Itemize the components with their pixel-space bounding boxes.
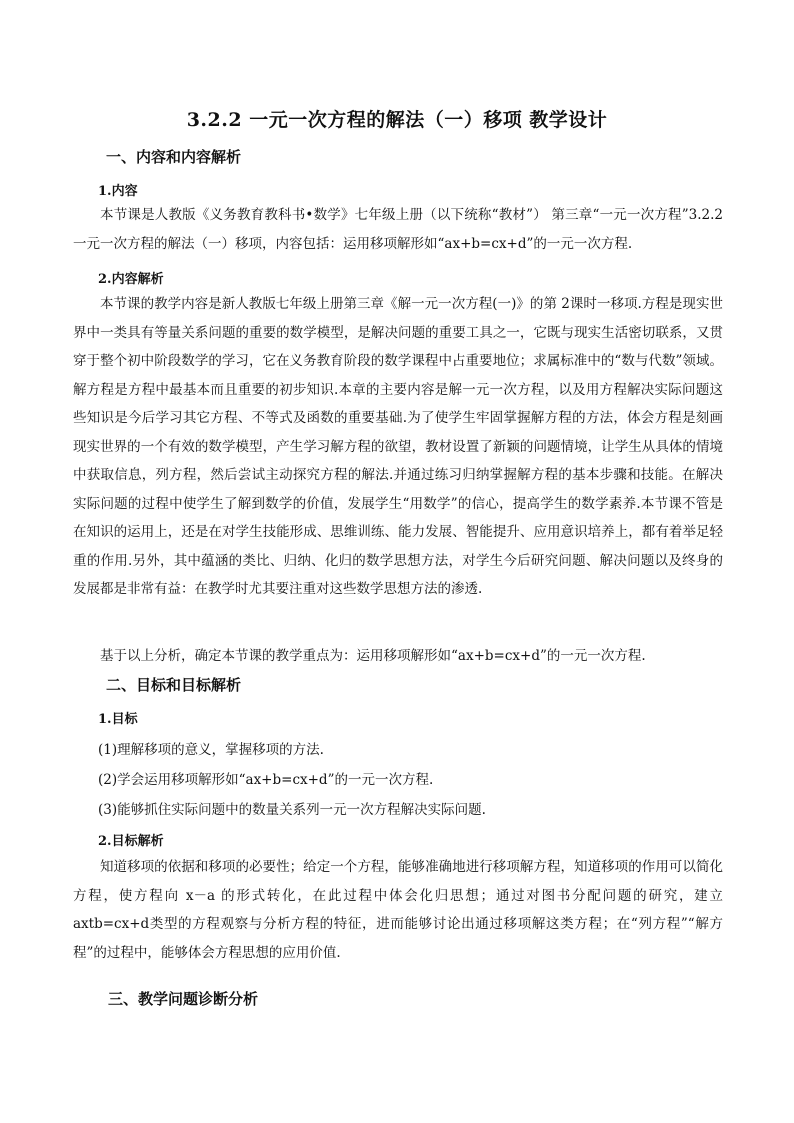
section-heading-content: 一、内容和内容解析 <box>106 148 242 166</box>
goal-item-1: (1)理解移项的意义，掌握移项的方法. <box>98 742 324 758</box>
goal-item-2: (2)学会运用移项解形如“ax+b=cx+d”的一元一次方程. <box>98 772 434 788</box>
subheading-content: 1.内容 <box>98 184 138 199</box>
section-heading-diagnosis: 三、教学问题诊断分析 <box>108 990 259 1008</box>
paragraph-key-point: 基于以上分析，确定本节课的教学重点为：运用移项解形如“ax+b=cx+d”的一元一次方程. <box>100 648 646 664</box>
section-heading-goals: 二、目标和目标解析 <box>106 676 242 694</box>
subheading-goal-analysis: 2.目标解析 <box>98 834 164 849</box>
goal-item-3: (3)能够抓住实际问题中的数量关系列一元一次方程解决实际问题. <box>98 802 486 818</box>
subheading-content-analysis: 2.内容解析 <box>98 272 164 287</box>
paragraph-goal-analysis: 知道移项的依据和移项的必要性；给定一个方程，能够准确地进行移项解方程，知道移项的作用可以简化方程，使方程向 x－a 的形式转化，在此过程中体会化归思想；通过对图书分配问题的研究，建立axtb=cx+d类型的方程观察与分析方程的特征，进而能够讨论出通过移项解这类方程；在“列方程”“解方程”的过程中，能够体会方程思想的应用价值. <box>73 859 723 961</box>
document-title: 3.2.2 一元一次方程的解法（一）移项 教学设计 <box>186 109 608 131</box>
subheading-goals: 1.目标 <box>98 712 138 727</box>
paragraph-content: 本节课是人教版《义务教育教科书•数学》七年级上册（以下统称“教材”） 第三章“一元一次方程”3.2.2一元一次方程的解法（一）移项，内容包括：运用移项解形如“ax+b=cx+d”的一元一次方程. <box>73 207 723 252</box>
paragraph-content-analysis: 本节课的教学内容是新人教版七年级上册第三章《解一元一次方程(一)》的第 2课时一移项.方程是现实世界中一类具有等量关系问题的重要的数学模型，是解决问题的重要工具之一，它既与现实生活密切联系，又贯穿于整个初中阶段数学的学习，它在义务教育阶段的数学课程中占重要地位；求属标准中的“数与代数”领域。解方程是方程中最基本而且重要的初步知识.本章的主要内容是解一元一次方程，以及用方程解决实际问题这些知识是今后学习其它方程、不等式及函数的重要基础.为了使学生牢固掌握解方程的方法，体会方程是刻画现实世界的一个有效的数学模型，产生学习解方程的欲望，教材设置了新颖的问题情境，让学生从具体的情境中获取信息，列方程，然后尝试主动探究方程的解法.并通过练习归纳掌握解方程的基本步骤和技能。在解决实际问题的过程中使学生了解到数学的价值，发展学生“用数学”的信心，提高学生的数学素养.本节课不管是在知识的运用上，还是在对学生技能形成、思维训练、能力发展、智能提升、应用意识培养上，都有着举足轻重的作用.另外，其中蕴涵的类比、归纳、化归的数学思想方法，对学生今后研究问题、解决问题以及终身的发展都是非常有益：在教学时尤其要注重对这些数学思想方法的渗透. <box>73 296 723 597</box>
